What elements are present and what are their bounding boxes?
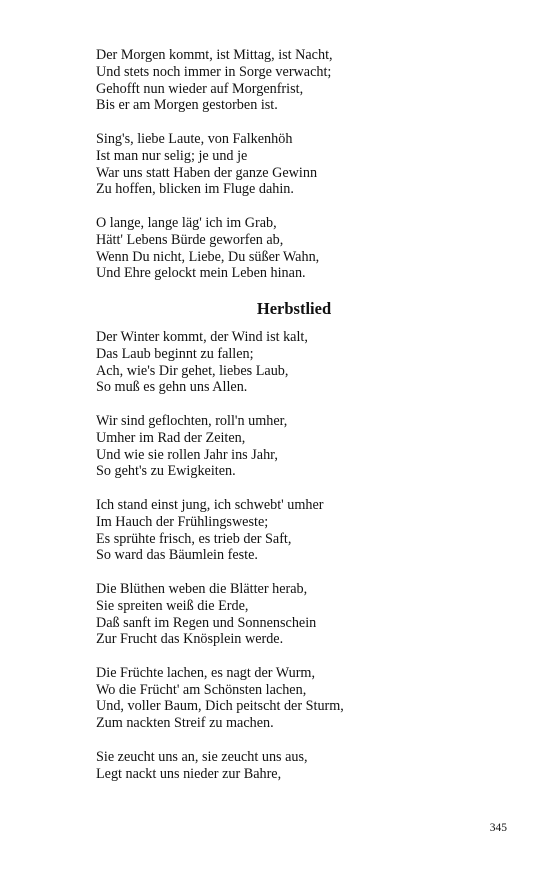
verse-line: Gehofft nun wieder auf Morgenfrist, <box>96 80 304 97</box>
stanza <box>96 47 476 114</box>
stanza <box>96 497 476 564</box>
stanza <box>96 749 476 783</box>
verse-line: Und wie sie rollen Jahr ins Jahr, <box>96 446 278 463</box>
verse-line: Und Ehre gelockt mein Leben hinan. <box>96 265 306 282</box>
verse-line: Legt nackt uns nieder zur Bahre, <box>96 765 282 782</box>
stanza <box>96 329 476 396</box>
verse-line: Wenn Du nicht, Liebe, Du süßer Wahn, <box>96 248 320 265</box>
stanza <box>96 413 476 480</box>
verse-line: Der Morgen kommt, ist Mittag, ist Nacht, <box>96 47 333 63</box>
verse-line: O lange, lange läg' ich im Grab, <box>96 214 277 231</box>
verse-line: Bis er am Morgen gestorben ist. <box>96 97 278 114</box>
verse-line: Daß sanft im Regen und Sonnenschein <box>96 614 317 631</box>
verse-line: Hätt' Lebens Bürde geworfen ab, <box>96 231 284 248</box>
verse-line: Zum nackten Streif zu machen. <box>96 715 274 732</box>
verse-line: Ist man nur selig; je und je <box>96 147 248 164</box>
verse-line: Umher im Rad der Zeiten, <box>96 429 246 446</box>
verse-line: Die Blüthen weben die Blätter herab, <box>96 580 308 597</box>
verse-line: Sie zeucht uns an, sie zeucht uns aus, <box>96 748 308 765</box>
verse-line: Zu hoffen, blicken im Fluge dahin. <box>96 181 294 198</box>
poem-ending <box>96 47 476 282</box>
verse-line: Und, voller Baum, Dich peitscht der Sturm, <box>96 698 344 715</box>
verse-line: Und stets noch immer in Sorge verwacht; <box>96 63 332 80</box>
verse-line: Es sprühte frisch, es trieb der Saft, <box>96 530 292 547</box>
verse-line: Im Hauch der Frühlingsweste; <box>96 513 269 530</box>
stanza <box>96 665 476 732</box>
verse-line: Wo die Frücht' am Schönsten lachen, <box>96 681 307 698</box>
stanza <box>96 215 476 282</box>
verse-line: Wir sind geflochten, roll'n umher, <box>96 412 288 429</box>
poem-herbstlied <box>96 329 476 783</box>
verse-line: Sie spreiten weiß die Erde, <box>96 597 249 614</box>
verse-line: Sing's, liebe Laute, von Falkenhöh <box>96 130 293 147</box>
verse-line: So muß es gehn uns Allen. <box>96 379 248 396</box>
stanza <box>96 581 476 648</box>
verse-line: Das Laub beginnt zu fallen; <box>96 345 254 362</box>
verse-line: Ich stand einst jung, ich schwebt' umher <box>96 496 324 513</box>
verse-line: So ward das Bäumlein feste. <box>96 547 258 564</box>
poem-title: Herbstlied <box>256 298 332 318</box>
verse-line: Der Winter kommt, der Wind ist kalt, <box>96 328 308 345</box>
verse-line: Zur Frucht das Knösplein werde. <box>96 631 284 648</box>
verse-line: Die Früchte lachen, es nagt der Wurm, <box>96 664 315 681</box>
stanza <box>96 131 476 198</box>
verse-line: War uns statt Haben der ganze Gewinn <box>96 164 318 181</box>
text-block <box>96 47 476 799</box>
verse-line: So geht's zu Ewigkeiten. <box>96 463 236 480</box>
page-number: 345 <box>489 822 507 834</box>
verse-line: Ach, wie's Dir gehet, liebes Laub, <box>96 362 289 379</box>
